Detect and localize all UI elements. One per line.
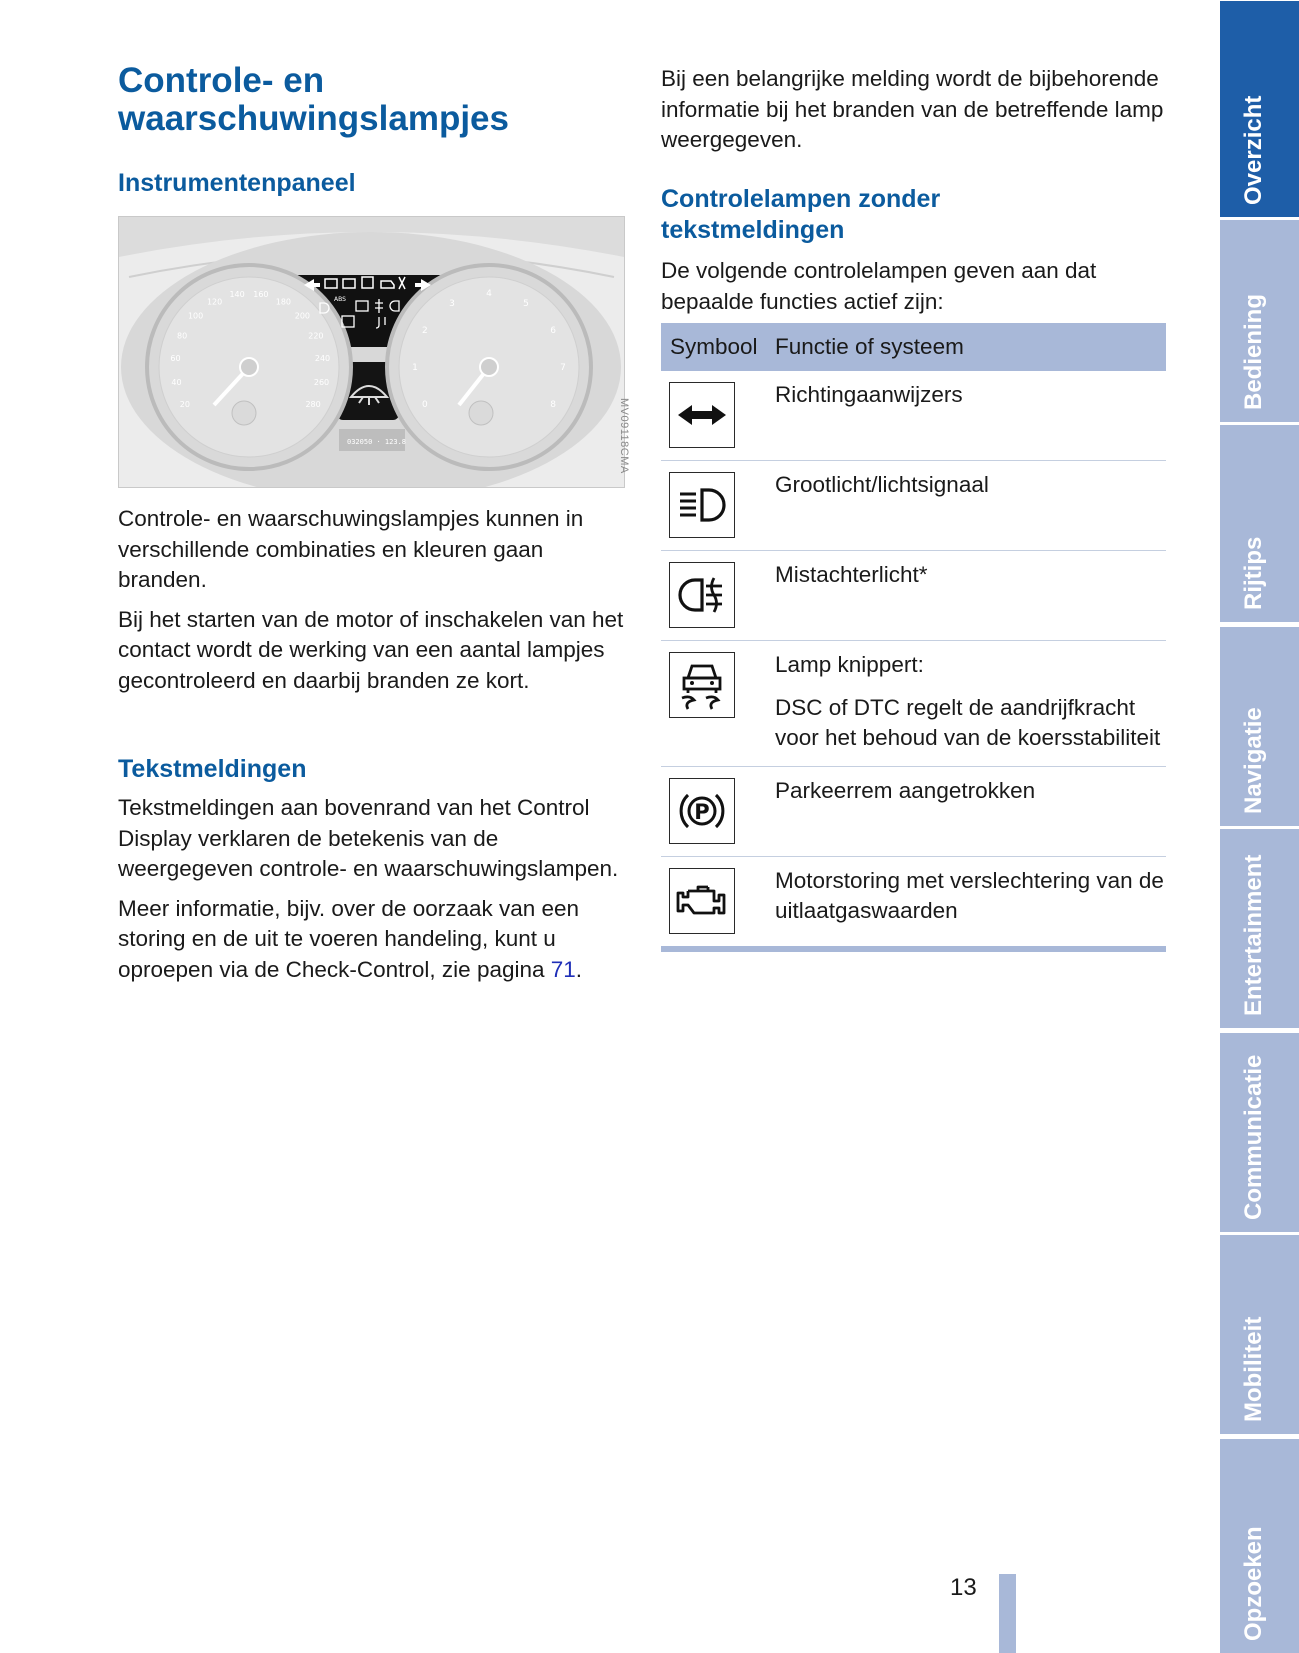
- page-number: 13: [950, 1574, 977, 1601]
- tab-mobiliteit[interactable]: [1220, 1234, 1299, 1434]
- indicator-table: [661, 323, 1166, 952]
- function-label: Grootlicht/lichtsignaal: [775, 472, 989, 497]
- section-heading-instrumentenpaneel: Instrumentenpaneel: [118, 169, 356, 197]
- rpm-tick-label: 0: [422, 400, 428, 410]
- instrument-cluster-image: [119, 217, 624, 487]
- page-number-bar: [999, 1574, 1016, 1653]
- function-label: Motorstoring met verslechtering van de uitlaatgaswaarden: [775, 867, 1164, 923]
- tab-label: Navigatie: [1240, 707, 1267, 814]
- tab-rijtips[interactable]: [1220, 424, 1299, 622]
- check-control-paragraph: [118, 894, 628, 986]
- intro-block: [118, 504, 628, 696]
- engine-icon: [669, 868, 735, 934]
- turn-signals-icon: [669, 382, 735, 448]
- speed-tick-label: 240: [314, 354, 331, 364]
- rpm-tick-label: 4: [486, 289, 492, 299]
- speed-tick-label: 80: [177, 331, 188, 341]
- column-header-function: Functie of systeem: [775, 334, 964, 359]
- speed-tick-label: 20: [179, 400, 190, 409]
- rpm-tick-label: 1: [412, 363, 418, 373]
- odometer-readout: 032050 · 123.8: [347, 438, 407, 446]
- parking-brake-icon: [669, 778, 735, 844]
- tab-label: Rijtips: [1240, 536, 1267, 610]
- speed-tick-label: 140: [229, 290, 245, 299]
- function-label: Mistachterlicht*: [775, 562, 928, 587]
- function-label: Lamp knippert:: [775, 652, 924, 677]
- svg-text:P: P: [694, 799, 710, 824]
- text-messages-block: [118, 793, 628, 985]
- tab-label: Bediening: [1240, 293, 1267, 410]
- function-label: Richtingaanwijzers: [775, 382, 963, 407]
- table-header: [661, 323, 1166, 371]
- section-heading-tekstmeldingen: Tekstmeldingen: [118, 755, 307, 783]
- table-row: [661, 767, 1166, 857]
- table-row: [661, 371, 1166, 461]
- chapter-tabs: [1220, 0, 1299, 1653]
- table-row: [661, 857, 1166, 946]
- speed-tick-label: 40: [171, 377, 182, 387]
- lamps-intro-paragraph: De volgende controlelampen geven aan dat bepaalde functies actief zijn:: [661, 258, 1097, 314]
- sentence-end: .: [575, 956, 583, 982]
- tab-navigatie[interactable]: [1220, 626, 1299, 826]
- rpm-tick-label: 6: [550, 326, 556, 336]
- tab-communicatie[interactable]: [1220, 1032, 1299, 1232]
- rpm-tick-label: 5: [523, 298, 529, 309]
- high-beam-icon: [669, 472, 735, 538]
- speed-tick-label: 120: [206, 297, 223, 307]
- tab-opzoeken[interactable]: [1220, 1438, 1299, 1653]
- important-message-paragraph: Bij een belangrijke melding wordt de bijbehorende informatie bij het branden van de betreffende lamp weergegeven.: [661, 66, 1164, 152]
- table-bottom-rule: [661, 946, 1166, 952]
- speed-tick-label: 160: [253, 290, 269, 299]
- table-row: [661, 551, 1166, 641]
- intro-paragraph: Bij het starten van de motor of inschakelen van het contact wordt de werking van een aantal lampjes gecontroleerd en daarbij branden ze kort.: [118, 606, 624, 693]
- tab-label: Mobiliteit: [1240, 1316, 1267, 1422]
- rpm-tick-label: 3: [449, 298, 455, 309]
- rpm-tick-label: 8: [550, 400, 556, 410]
- dsc-icon: [669, 652, 735, 718]
- figure-code: MV09118CMA: [618, 398, 630, 474]
- speed-tick-label: 100: [187, 311, 204, 321]
- tab-label: Opzoeken: [1240, 1526, 1267, 1641]
- tab-overzicht[interactable]: [1220, 0, 1299, 217]
- tab-label: Communicatie: [1240, 1054, 1267, 1220]
- rear-fog-icon: [669, 562, 735, 628]
- speed-tick-label: 200: [294, 311, 311, 321]
- abs-label: ABS: [334, 296, 346, 303]
- speed-tick-label: 280: [305, 400, 321, 409]
- intro-paragraph: Controle- en waarschuwingslampjes kunnen in verschillende combinaties en kleuren gaan branden.: [118, 506, 584, 592]
- column-header-symbol: Symbool: [670, 334, 758, 359]
- check-control-text: Meer informatie, bijv. over de oorzaak van een storing en de uit te voeren handeling, kunt u oproepen via de Check-Control, zie pagina: [118, 895, 580, 982]
- instrument-panel-illustration: [118, 216, 625, 488]
- section-heading-controlelampen: Controlelampen zonder tekstmeldingen: [661, 185, 941, 244]
- speed-tick-label: 60: [170, 354, 181, 364]
- speed-tick-label: 220: [308, 331, 324, 341]
- table-row: [661, 641, 1166, 767]
- tab-entertainment[interactable]: [1220, 828, 1299, 1028]
- table-row: [661, 461, 1166, 551]
- speed-tick-label: 260: [313, 377, 330, 387]
- speed-tick-label: 180: [275, 297, 292, 307]
- tab-bediening[interactable]: [1220, 219, 1299, 422]
- function-label: Parkeerrem aangetrokken: [775, 777, 1036, 803]
- rpm-tick-label: 7: [560, 363, 566, 373]
- tab-label: Entertainment: [1240, 854, 1267, 1016]
- function-description: DSC of DTC regelt de aandrijfkracht voor het behoud van de koersstabiliteit: [775, 694, 1161, 750]
- page-reference-link[interactable]: 71: [550, 956, 576, 982]
- tab-label: Overzicht: [1240, 95, 1267, 205]
- text-messages-paragraph: Tekstmeldingen aan bovenrand van het Control Display verklaren de betekenis van de weergegeven controle- en waarschuwingslampen.: [118, 795, 619, 881]
- rpm-tick-label: 2: [422, 326, 428, 336]
- page-title: Controle- en waarschuwingslampjes: [118, 61, 509, 138]
